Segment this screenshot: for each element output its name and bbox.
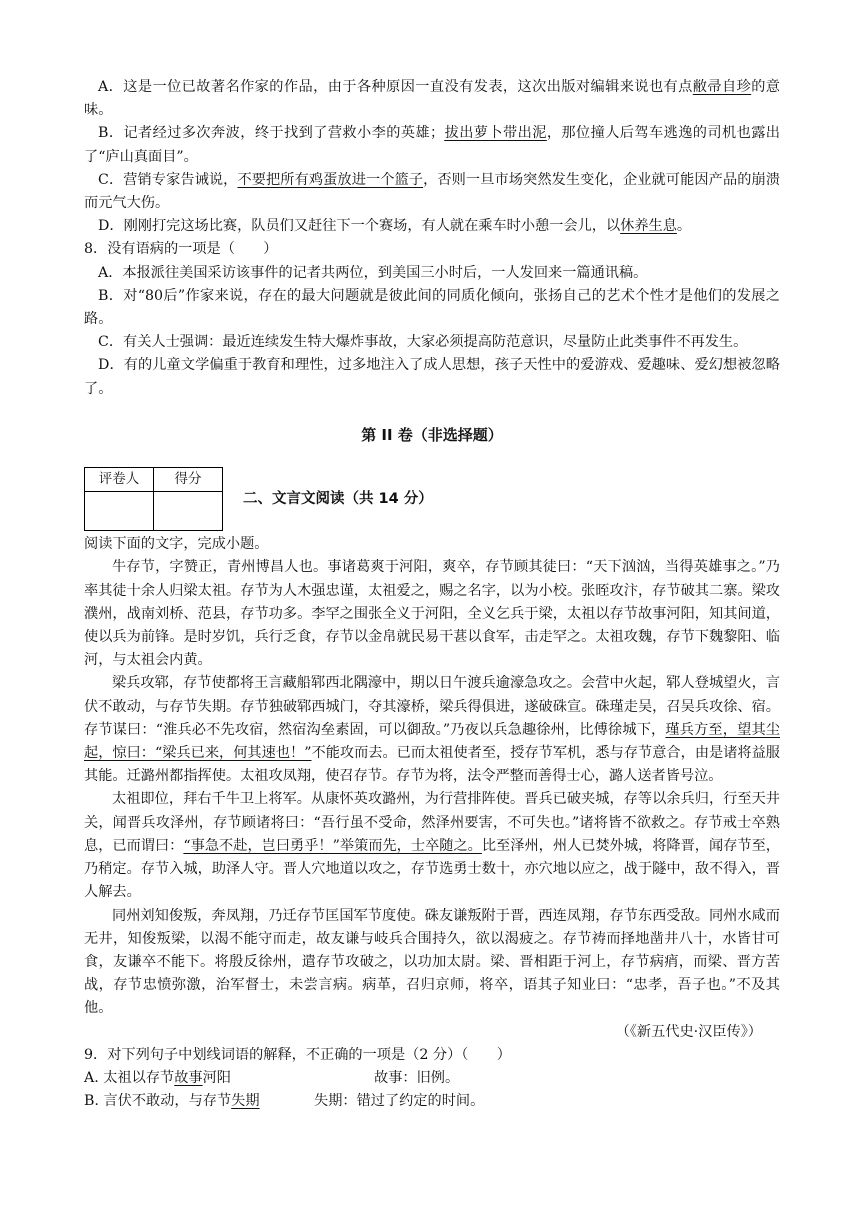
score-table [84, 467, 223, 531]
underlined-phrase: 拔出萝卜带出泥 [444, 125, 547, 142]
passage-paragraph-4: 同州刘知俊叛，奔凤翔，乃迁存节匡国军节度使。硃友谦叛附于晋，西连凤翔，存节东西受敌。同州水咸而无井，知俊叛梁，以渴不能守而走，故友谦与岐兵合围持久，欲以渴疲之。存节祷而择地凿井八十，水皆甘可食，友谦卒不能下。将殷反徐州，遣存节攻破之，以功加太尉。梁、晋相距于河上，存节病痟，而梁、晋方苦战，存节忠愤弥激，治军督士，未尝言病。病革，召归京师，将卒，语其子知业曰：“忠孝，吾子也。”不及其他。 [84, 907, 780, 1017]
passage-paragraph-2: 梁兵攻郓，存节使都将王言藏船郓西北隅濠中，期以日午渡兵逾濠急攻之。会营中火起，郓人登城望火，言伏不敢动，与存节失期。存节独破郓西城门，夺其濠桥，梁兵得俱进，遂破硃宣。硃瑾走吴，召吴兵攻徐、宿。存节谋曰：“淮兵必不先攻宿，然宿沟垒素固，可以御敌。”乃夜以兵急趣徐州，比傅徐城下，瑾兵方至，望其尘起，惊曰：“梁兵已来，何其速也！”不能攻而去。已而太祖使者至，授存节军机，悉与存节意合，由是诸将益服其能。迁潞州都指挥使。太祖攻凤翔，使召存节。存节为将，法令严整而善得士心，潞人送者皆号泣。 [84, 675, 780, 785]
section-2-title: 二、文言文阅读（共 14 分） [243, 490, 433, 507]
passage-source: （《新五代史·汉臣传》） [615, 1023, 762, 1040]
score-label: 得分 [154, 468, 223, 492]
q9-stem: 9．对下列句子中划线词语的解释，不正确的一项是（2 分）（ ） [84, 1046, 511, 1063]
exam-page [84, 76, 780, 1113]
q8-option-c[interactable]: C．有关人士强调：最近连续发生特大爆炸事故，大家必须提高防范意识，尽量防止此类事件不再发生。 [98, 334, 748, 351]
underlined-phrase: 不要把所有鸡蛋放进一个篮子 [237, 171, 424, 188]
section-2-header [84, 467, 780, 531]
q7-option-c[interactable]: C．营销专家告诫说，不要把所有鸡蛋放进一个篮子，否则一旦市场突然发生变化，企业就可能因产品的崩溃而元气大伤。 [84, 171, 780, 212]
grader-label: 评卷人 [85, 468, 154, 492]
grader-cell[interactable] [85, 492, 154, 531]
underlined-phrase: 敝帚自珍 [692, 79, 752, 95]
q8-option-b[interactable]: B．对“80后”作家来说，存在的最大问题就是彼此间的同质化倾向，张扬自己的艺术个性才是他们的发展之路。 [84, 287, 780, 328]
underlined-sentence: 瑾兵方至，望其尘起，惊曰：“梁兵已来，何其速也！” [84, 721, 780, 762]
part-2-title: 第 II 卷（非选择题） [361, 425, 503, 444]
q9-option-b[interactable]: B. 言伏不敢动，与存节失期 失期：错过了约定的时间。 [84, 1090, 780, 1113]
q8-option-d[interactable]: D．有的儿童文学偏重于教育和理性，过多地注入了成人思想，孩子天性中的爱游戏、爱趣味、爱幻想被忽略了。 [84, 357, 780, 397]
underlined-word: 失期 [231, 1093, 260, 1110]
q7-option-b[interactable]: B．记者经过多次奔波，终于找到了营救小李的英雄；拔出萝卜带出泥，那位撞人后驾车逃逸的司机也露出了“庐山真面目”。 [84, 125, 780, 165]
question-7-options [84, 76, 780, 238]
underlined-phrase: 休养生息 [620, 218, 677, 235]
q9-option-b-gloss: 失期：错过了约定的时间。 [314, 1093, 485, 1110]
classical-passage [84, 556, 780, 1043]
reading-instruction: 阅读下面的文字，完成小题。 [84, 536, 269, 553]
q9-option-a-gloss: 故事：旧例。 [374, 1069, 460, 1086]
underlined-sentence: “事急不赴，岂曰勇乎！”举策而先，士卒随之。 [183, 837, 482, 854]
q8-option-a[interactable]: A．本报派往美国采访该事件的记者共两位，到美国三小时后，一人发回来一篇通讯稿。 [98, 264, 648, 281]
q7-option-d[interactable]: D．刚刚打完这场比赛，队员们又赶往下一个赛场，有人就在乘车时小憩一会儿，以休养生息。 [98, 218, 692, 235]
q7-option-a[interactable]: A．这是一位已故著名作家的作品，由于各种原因一直没有发表，这次出版对编辑来说也有点敝帚自珍的意味。 [84, 79, 780, 119]
score-cell[interactable] [154, 492, 223, 531]
passage-paragraph-3: 太祖即位，拜右千牛卫上将军。从康怀英攻潞州，为行营排阵使。晋兵已破夹城，存等以余兵归，行至天井关，闻晋兵攻泽州，存节顾诸将曰：“吾行虽不受命，然泽州要害，不可失也。”诸将皆不欲救之。存节戒士卒熟息，已而谓曰：“事急不赴，岂曰勇乎！”举策而先，士卒随之。比至泽州，州人已焚外城，将降晋，闻存节至，乃稍定。存节入城，助泽人守。晋人穴地道以攻之，存节选勇士数十，亦穴地以应之，战于隧中，敌不得入，晋人解去。 [84, 791, 780, 901]
question-8 [84, 238, 780, 400]
question-9 [84, 1044, 780, 1114]
q9-option-a[interactable]: A. 太祖以存节故事河阳 故事：旧例。 [84, 1067, 780, 1090]
q8-stem: 8．没有语病的一项是（ ） [84, 241, 278, 258]
underlined-word: 故事 [174, 1069, 203, 1086]
passage-paragraph-1: 牛存节，字赞正，青州博昌人也。事诸葛爽于河阳，爽卒，存节顾其徒曰：“天下汹汹，当得英雄事之。”乃率其徒十余人归梁太祖。存节为人木强忠谨，太祖爱之，赐之名字，以为小校。张晊攻汴，存节破其二寨。梁攻濮州，战南刘桥、范县，存节功多。李罕之围张全义于河阳，全义乞兵于梁，太祖以存节故事河阳，知其间道，使以兵为前锋。是时岁饥，兵行乏食，存节以金帛就民易干葚以食军，击走罕之。太祖攻魏，存节下魏黎阳、临河，与太祖会内黄。 [84, 559, 780, 669]
